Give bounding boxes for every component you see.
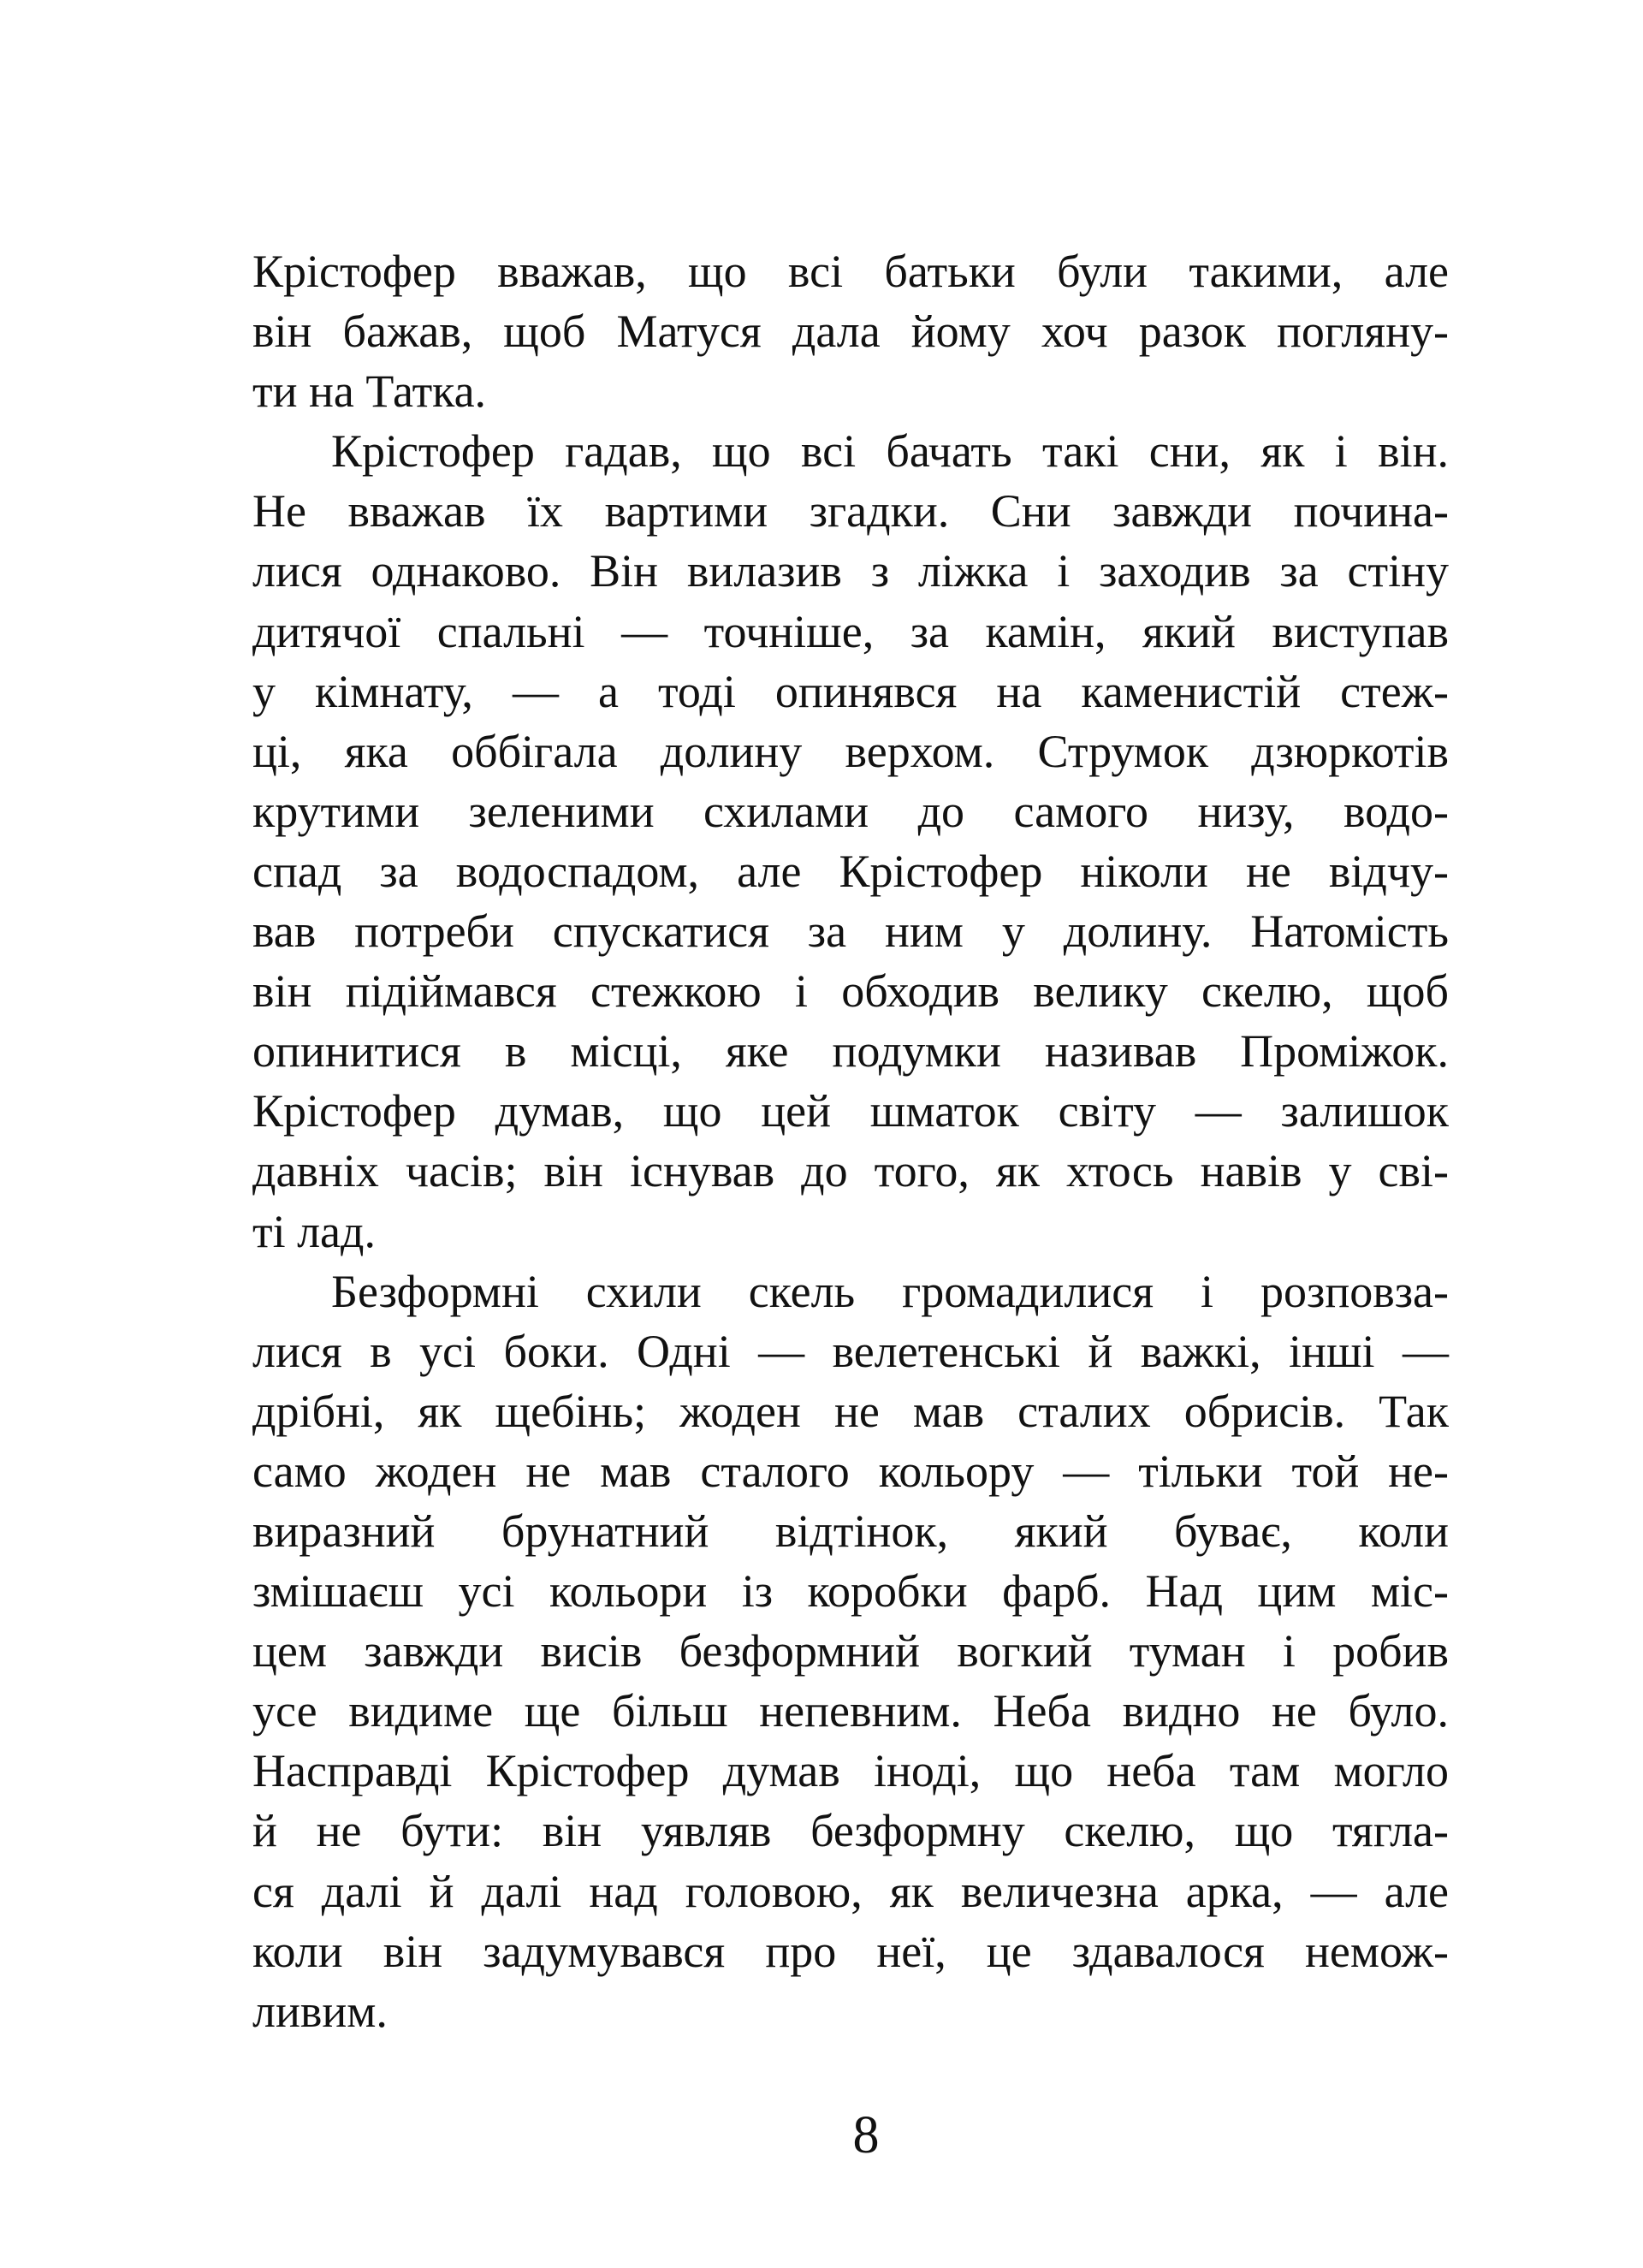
text-line: у кімнату, — а тоді опинявся на каменистій стеж- (252, 665, 1449, 717)
text-line: дрібні, як щебінь; жоден не мав сталих обрисів. Так (252, 1385, 1449, 1437)
text-line: крутими зеленими схилами до самого низу, водо- (252, 785, 1449, 837)
text-line: Безформні схили скель громадилися і розповза- (331, 1265, 1449, 1317)
page-number: 8 (852, 2106, 880, 2164)
text-line: Крістофер думав, що цей шматок світу — залишок (252, 1085, 1449, 1137)
text-line: ся далі й далі над головою, як величезна арка, — але (252, 1865, 1449, 1917)
text-line: лися однаково. Він вилазив з ліжка і заходив за стіну (252, 545, 1449, 597)
text-line: лися в усі боки. Одні — велетенські й важкі, інші — (252, 1325, 1449, 1377)
paragraph-3 (252, 1262, 1449, 2041)
text-line: дитячої спальні — точніше, за камін, який виступав (252, 605, 1449, 657)
text-line: коли він задумувався про неї, це здавалося немож- (252, 1925, 1449, 1977)
text-line: Крістофер вважав, що всі батьки були такими, але (252, 246, 1449, 297)
text-line: він бажав, щоб Матуся дала йому хоч разок погляну- (252, 306, 1449, 358)
text-line: змішаєш усі кольори із коробки фарб. Над цим міс- (252, 1565, 1449, 1618)
text-line: давніх часів; він існував до того, як хтось навів у сві- (252, 1145, 1449, 1197)
text-line: ці, яка оббігала долину верхом. Струмок дзюркотів (252, 725, 1449, 777)
paragraph-2 (252, 421, 1449, 1261)
text-line: вав потреби спускатися за ним у долину. Натомість (252, 905, 1449, 958)
text-line: Не вважав їх вартими згадки. Сни завжди почина- (252, 485, 1449, 537)
text-line: спад за водоспадом, але Крістофер ніколи не відчу- (252, 845, 1449, 897)
text-line: ливим. (252, 1985, 388, 2037)
text-line: він підіймався стежкою і обходив велику скелю, щоб (252, 965, 1449, 1018)
body-text (252, 241, 1449, 2041)
paragraph-1 (252, 241, 1449, 421)
text-line: ті лад. (252, 1205, 376, 1257)
text-line: й не бути: він уявляв безформну скелю, що тягла- (252, 1805, 1449, 1857)
text-line: виразний брунатний відтінок, який буває, коли (252, 1505, 1449, 1557)
text-line: цем завжди висів безформний вогкий туман і робив (252, 1625, 1449, 1677)
text-line: Крістофер гадав, що всі бачать такі сни, як і він. (331, 425, 1449, 478)
text-line: ти на Татка. (252, 365, 487, 418)
text-line: Насправді Крістофер думав іноді, що неба там могло (252, 1745, 1449, 1797)
text-line: усе видиме ще більш непевним. Неба видно не було. (252, 1685, 1449, 1737)
text-line: опинитися в місці, яке подумки називав Проміжок. (252, 1025, 1449, 1078)
text-line: само жоден не мав сталого кольору — тільки той не- (252, 1445, 1449, 1497)
